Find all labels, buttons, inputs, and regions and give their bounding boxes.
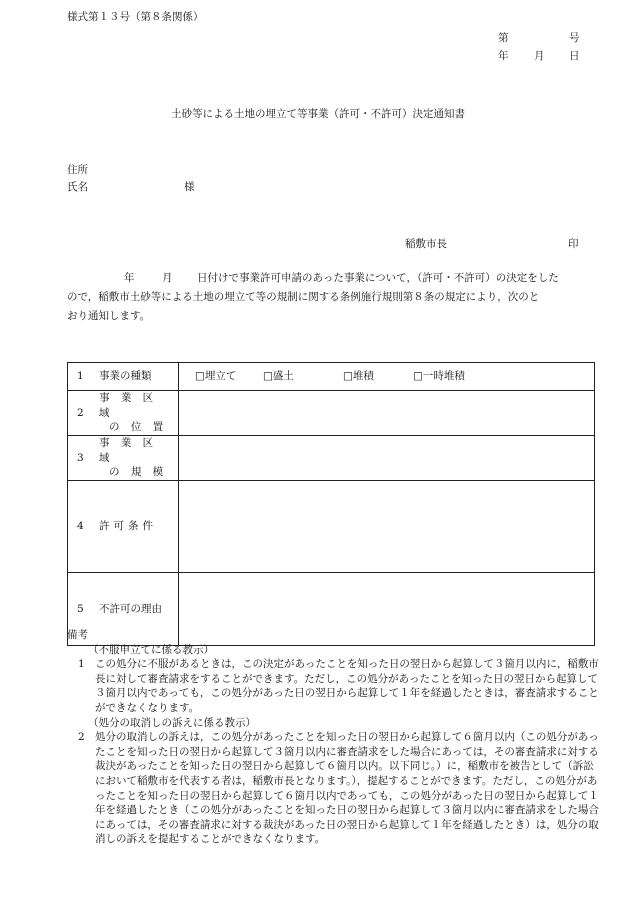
remark-number: 1 bbox=[78, 658, 85, 671]
appeal-section-heading: （不服申立てに係る教示） bbox=[88, 643, 214, 656]
remark-item bbox=[67, 657, 602, 715]
row-number: 2 bbox=[77, 406, 84, 419]
body-line-1: 日付けで事業許可申請のあった事業について，（許可・不許可）の決定をした bbox=[197, 272, 559, 284]
remarks-section bbox=[67, 628, 602, 847]
option-temporary-deposit[interactable]: □一時堆積 bbox=[413, 370, 465, 383]
scale-label-top: 事 業 区 域 bbox=[99, 437, 158, 464]
issuer-name: 稲敷市長 bbox=[405, 238, 447, 250]
date-month-label: 月 bbox=[534, 50, 545, 62]
document-title: 土砂等による土地の埋立て等事業（許可・不許可）決定通知書 bbox=[171, 108, 465, 120]
table-row bbox=[68, 391, 595, 436]
location-value-cell[interactable] bbox=[179, 391, 595, 436]
body-line-2: ので，稲敷市土砂等による土地の埋立て等の規制に関する条例施行規則第８条の規定により，次のと bbox=[67, 291, 540, 303]
lawsuit-text: 処分の取消しの訴えは，この処分があったことを知った日の翌日から起算して６箇月以内（この処分があったことを知った日の翌日から起算して３箇月以内に審査請求をした場合にあっては，その審査請求に対する裁決があったことを知った日の翌日から起算して６箇月以内。以下同じ。）に，稲敷市を被告として（訴訟において稲敷市を代表する者は，稲敷市長となります。），提起することができます。ただし，この処分があったことを知った日の翌日から起算して６箇月以内であっても，この処分があった日の翌日から起算して１年を経過したとき（この処分があったことを知った日の翌日から起算して３箇月以内に審査請求をした場合にあっては，その審査請求に対する裁決があった日の翌日から起算して１年を経過したとき）は，処分の取消しの訴えを提起することができなくなります。 bbox=[95, 731, 599, 846]
appeal-text: この処分に不服があるときは，この決定があったことを知った日の翌日から起算して３箇月以内に，稲敷市長に対して審査請求をすることができます。ただし，この処分があったことを知った日の翌日から起算して３箇月以内であっても，この処分があった日の翌日から起算して１年を経過したときは，審査請求することができなくなります。 bbox=[95, 658, 599, 714]
row-number: 1 bbox=[77, 370, 84, 383]
body-date-year: 年 bbox=[124, 272, 135, 284]
form-table bbox=[67, 362, 595, 646]
table-row bbox=[68, 481, 595, 573]
row-number: 5 bbox=[77, 602, 84, 615]
body-line-3: おり通知します。 bbox=[67, 310, 151, 322]
row-label-cell bbox=[68, 391, 179, 436]
refusal-reason-label: 不許可の理由 bbox=[99, 602, 162, 615]
form-id: 様式第１３号（第８条関係） bbox=[67, 11, 204, 23]
doc-number-suffix: 号 bbox=[569, 32, 580, 44]
conditions-label: 許可条件 bbox=[99, 520, 157, 533]
doc-number-prefix: 第 bbox=[498, 32, 509, 44]
scale-label-bottom: の 規 模 bbox=[109, 466, 168, 479]
body-date-month: 月 bbox=[162, 272, 173, 284]
conditions-value-cell[interactable] bbox=[179, 481, 595, 573]
row-label-cell bbox=[68, 481, 179, 573]
option-landfill[interactable]: □埋立て bbox=[195, 370, 237, 383]
remark-number: 2 bbox=[78, 731, 85, 744]
type-label: 事業の種類 bbox=[99, 370, 152, 383]
row-number: 3 bbox=[77, 451, 84, 464]
scale-value-cell[interactable] bbox=[179, 436, 595, 481]
row-label-cell bbox=[68, 436, 179, 481]
option-embankment[interactable]: □盛土 bbox=[263, 370, 294, 383]
location-label-bottom: の 位 置 bbox=[109, 421, 168, 434]
seal-mark: 印 bbox=[568, 238, 579, 250]
table-row bbox=[68, 363, 595, 391]
row-label-cell bbox=[68, 363, 179, 391]
honorific: 様 bbox=[184, 181, 195, 193]
location-label-top: 事 業 区 域 bbox=[99, 392, 158, 419]
lawsuit-section-heading: （処分の取消しの訴えに係る教示） bbox=[88, 716, 256, 729]
row-number: 4 bbox=[77, 520, 84, 533]
table-row bbox=[68, 436, 595, 481]
date-day-label: 日 bbox=[569, 50, 580, 62]
remark-item bbox=[67, 730, 602, 847]
option-deposit[interactable]: □堆積 bbox=[343, 370, 374, 383]
date-year-label: 年 bbox=[498, 50, 509, 62]
type-options-cell bbox=[179, 363, 595, 391]
remarks-heading: 備考 bbox=[67, 629, 88, 641]
name-label: 氏名 bbox=[67, 181, 88, 193]
address-label: 住所 bbox=[67, 164, 88, 176]
